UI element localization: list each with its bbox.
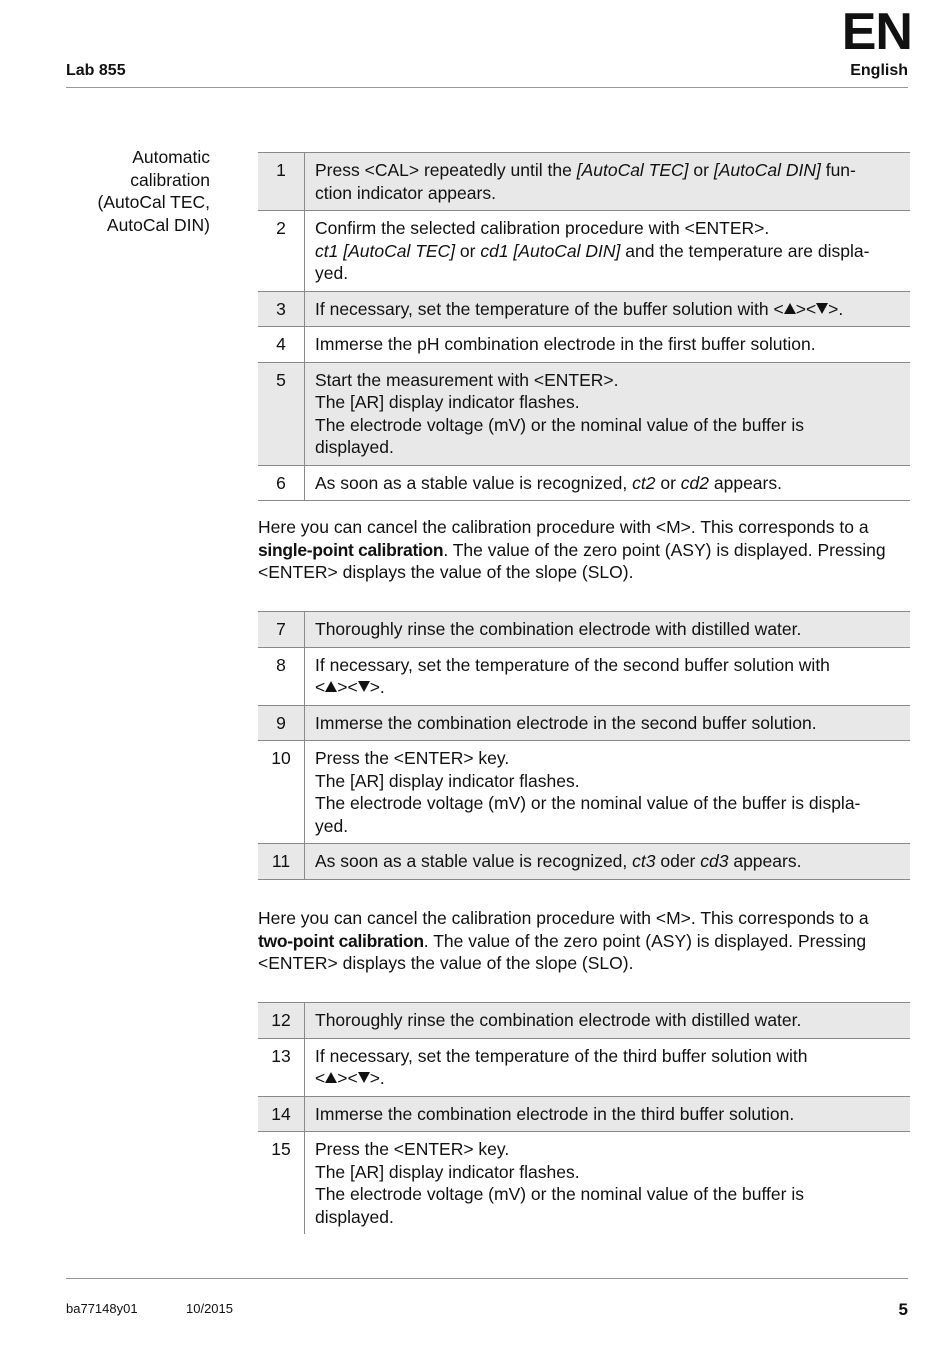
text-run: ction indicator appears. <box>315 182 496 203</box>
step-text <box>305 1132 911 1235</box>
step-text <box>305 362 911 465</box>
step-row <box>258 465 910 501</box>
step-number: 4 <box>258 327 305 363</box>
step-number: 7 <box>258 612 305 648</box>
text-run: Here you can cancel the calibration procedure with <box>258 517 656 537</box>
step-number: 13 <box>258 1038 305 1096</box>
text-run: . This corresponds to a <box>690 908 869 928</box>
step-row <box>258 362 910 465</box>
text-run: >< <box>337 1068 358 1088</box>
document-date: 10/2015 <box>186 1301 233 1316</box>
step-number: 11 <box>258 844 305 880</box>
step-row <box>258 741 910 844</box>
step-number: 3 <box>258 291 305 327</box>
steps-table-2-wrapper <box>258 611 910 880</box>
section-heading-line: AutoCal DIN) <box>106 214 210 235</box>
text-run: The electrode voltage (mV) or the nominal value of the buffer is <box>315 414 804 435</box>
step-number: 1 <box>258 153 305 211</box>
key-name: <CAL> <box>364 160 420 180</box>
language-code-badge: EN <box>841 3 912 61</box>
section-heading-line: (AutoCal TEC, <box>97 192 210 212</box>
text-run: displays the value of the slope (SLO). <box>337 953 634 973</box>
step-number: 12 <box>258 1003 305 1039</box>
text-run: key. <box>473 1139 510 1159</box>
step-text <box>305 211 911 292</box>
step-number: 6 <box>258 465 305 501</box>
step-row <box>258 1038 910 1096</box>
text-run: Press <box>315 160 365 180</box>
steps-table-1-wrapper <box>258 152 910 501</box>
text-run: . The value of the zero point (ASY) is displayed. Pressing <box>423 930 867 951</box>
text-run: . <box>764 218 770 238</box>
step-text <box>305 153 911 211</box>
text-run: >< <box>795 298 817 319</box>
arrow-up-key-icon <box>325 1072 337 1083</box>
step-text <box>305 291 911 327</box>
text-run: yed. <box>315 263 349 283</box>
display-text: cd2 <box>680 472 710 493</box>
text-run: As soon as a stable value is recognized, <box>315 851 633 871</box>
section-heading <box>60 146 210 236</box>
text-run: repeatedly until the <box>419 160 577 180</box>
text-run: Press the <box>315 1139 394 1159</box>
section-heading-line: Automatic <box>132 147 210 167</box>
note-2 <box>258 907 910 975</box>
text-run: key. <box>473 748 510 768</box>
text-run: appears. <box>728 851 802 871</box>
emphasis-text: two-point calibration <box>258 930 424 951</box>
step-row <box>258 612 910 648</box>
section-heading-line: calibration <box>130 169 210 190</box>
step-text <box>305 647 911 705</box>
step-text <box>305 1096 911 1132</box>
text-run: yed. <box>315 815 349 836</box>
text-run: The electrode voltage (mV) or the nominal value of the buffer is displa- <box>315 793 861 813</box>
step-row <box>258 705 910 741</box>
step-text <box>305 1038 911 1096</box>
text-run: Confirm the selected calibration procedure with <box>315 218 685 238</box>
header-divider <box>66 87 908 88</box>
text-run: Press the <box>315 748 394 768</box>
display-text: ct1 [AutoCal TEC] <box>315 240 456 261</box>
step-number: 2 <box>258 211 305 292</box>
text-run: The [AR] display indicator flashes. <box>315 770 580 791</box>
product-name: Lab 855 <box>66 62 126 79</box>
step-row <box>258 211 910 292</box>
step-number: 9 <box>258 705 305 741</box>
step-text <box>305 1003 911 1039</box>
steps-table-1 <box>258 152 910 501</box>
key-name: <ENTER> <box>684 218 765 238</box>
arrow-down-key-icon <box>358 681 370 692</box>
text-run: fun- <box>820 160 856 180</box>
text-run: displayed. <box>315 437 394 457</box>
text-run: If necessary, set the temperature of the second buffer solution with <box>315 654 830 675</box>
text-run: Here you can cancel the calibration procedure with <box>258 908 656 928</box>
note-1 <box>258 516 910 584</box>
text-run: The electrode voltage (mV) or the nominal value of the buffer is <box>315 1184 804 1204</box>
text-run: appears. <box>709 472 782 493</box>
text-run: Immerse the combination electrode in the second buffer solution. <box>315 712 817 733</box>
key-name: <ENTER> <box>393 1139 474 1159</box>
text-run: The [AR] display indicator flashes. <box>315 392 580 412</box>
note-2-text <box>258 907 910 975</box>
text-run: < <box>315 1068 326 1088</box>
text-run: Thoroughly rinse the combination electrode with distilled water. <box>315 1010 802 1030</box>
step-text <box>305 612 911 648</box>
text-run: displays the value of the slope (SLO). <box>337 562 634 582</box>
step-number: 5 <box>258 362 305 465</box>
arrow-down-key-icon <box>358 1072 370 1083</box>
text-run: The [AR] display indicator flashes. <box>315 1161 580 1182</box>
text-run: . The value of the zero point (ASY) is displayed. Pressing <box>443 539 886 560</box>
page-number: 5 <box>898 1300 908 1319</box>
text-run: or <box>655 472 681 493</box>
step-text <box>305 465 911 501</box>
step-row <box>258 1096 910 1132</box>
key-name: <ENTER> <box>258 953 338 973</box>
step-text <box>305 844 911 880</box>
text-run: or <box>455 240 481 261</box>
emphasis-text: single-point calibration <box>258 539 444 560</box>
step-row <box>258 1132 910 1235</box>
step-number: 14 <box>258 1096 305 1132</box>
text-run: or <box>688 160 714 180</box>
document-id: ba77148y01 <box>66 1301 138 1316</box>
arrow-up-key-icon <box>325 681 337 692</box>
text-run: >< <box>337 677 358 697</box>
arrow-down-key-icon <box>816 303 828 314</box>
text-run: Start the measurement with <box>315 369 534 390</box>
arrow-up-key-icon <box>784 303 796 314</box>
step-row <box>258 1003 910 1039</box>
key-name: <M> <box>655 517 691 537</box>
display-text: cd3 <box>700 851 729 871</box>
text-run: >. <box>369 1068 385 1088</box>
text-run: oder <box>655 851 701 871</box>
text-run: >. <box>369 677 385 697</box>
display-text: cd1 [AutoCal DIN] <box>480 240 621 261</box>
display-text: [AutoCal DIN] <box>713 160 821 180</box>
text-run: As soon as a stable value is recognized, <box>315 472 633 493</box>
step-row <box>258 291 910 327</box>
text-run: and the temperature are displa- <box>620 240 870 261</box>
step-row <box>258 647 910 705</box>
step-number: 8 <box>258 647 305 705</box>
steps-table-2 <box>258 611 910 880</box>
step-row <box>258 153 910 211</box>
steps-table-3 <box>258 1002 910 1234</box>
text-run: >. <box>828 298 844 319</box>
key-name: <ENTER> <box>258 562 338 582</box>
text-run: If necessary, set the temperature of the third buffer solution with <box>315 1045 808 1066</box>
text-run: Immerse the pH combination electrode in the first buffer solution. <box>315 334 816 354</box>
text-run: Immerse the combination electrode in the third buffer solution. <box>315 1103 795 1124</box>
step-text <box>305 327 911 363</box>
language-label: English <box>850 62 908 79</box>
step-text <box>305 705 911 741</box>
display-text: [AutoCal TEC] <box>576 160 689 180</box>
step-row <box>258 844 910 880</box>
step-row <box>258 327 910 363</box>
step-text <box>305 741 911 844</box>
text-run: . This corresponds to a <box>690 517 869 537</box>
text-run: < <box>315 677 326 697</box>
key-name: <M> <box>655 908 691 928</box>
key-name: <ENTER> <box>533 369 614 390</box>
note-1-text <box>258 516 910 584</box>
text-run: displayed. <box>315 1206 394 1227</box>
text-run: Thoroughly rinse the combination electrode with distilled water. <box>315 619 802 639</box>
key-name: <ENTER> <box>393 748 474 768</box>
display-text: ct2 <box>632 472 656 493</box>
step-number: 15 <box>258 1132 305 1235</box>
text-run: If necessary, set the temperature of the buffer solution with < <box>315 298 784 319</box>
steps-table-3-wrapper <box>258 1002 910 1234</box>
text-run: . <box>613 369 619 390</box>
step-number: 10 <box>258 741 305 844</box>
footer-divider <box>66 1278 908 1279</box>
display-text: ct3 <box>632 851 656 871</box>
